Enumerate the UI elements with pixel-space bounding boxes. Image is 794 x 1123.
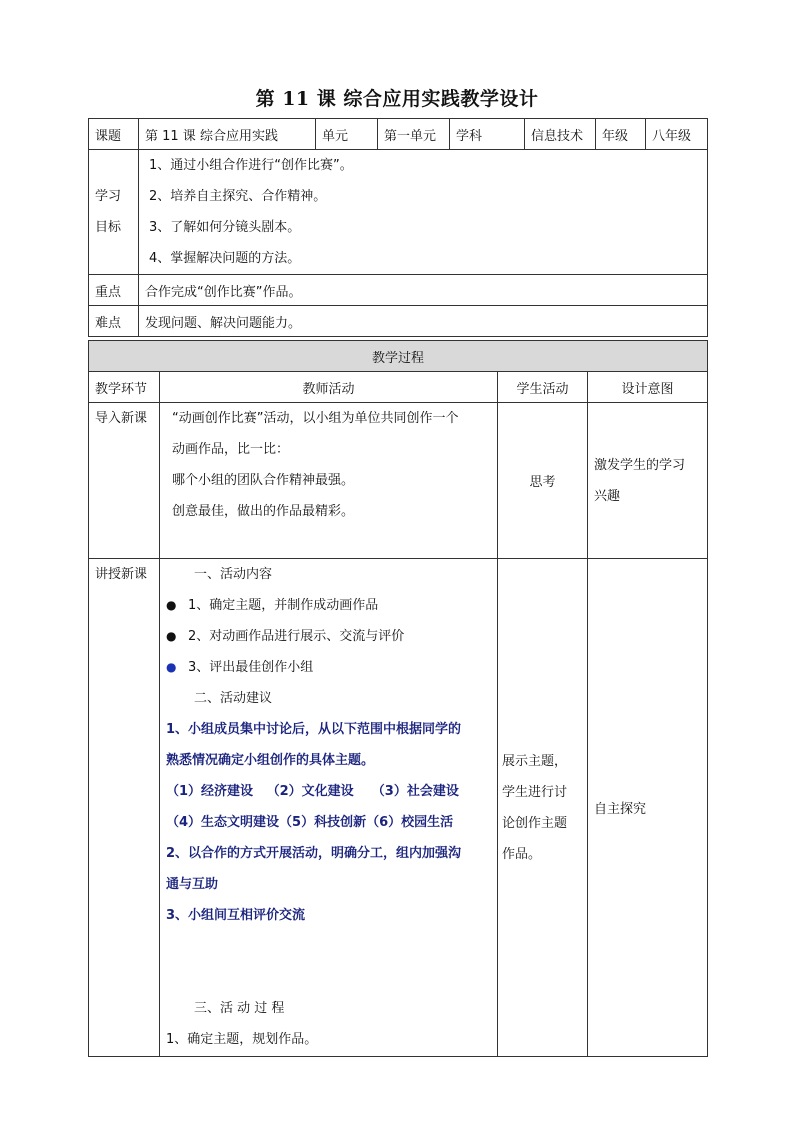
intro-intent xyxy=(588,403,708,559)
intro-intent-line: 激发学生的学习 xyxy=(594,457,686,473)
suggestion-line: 通与互助 xyxy=(166,877,219,892)
intro-teacher-line: 创意最佳，做出的作品最精彩。 xyxy=(172,504,355,519)
process-banner: 教学过程 xyxy=(89,341,708,372)
bullet-item xyxy=(166,621,497,652)
intro-stage xyxy=(89,403,160,559)
header-intent: 设计意图 xyxy=(588,372,708,403)
goal-item: 2、培养自主探究、合作精神。 xyxy=(149,189,327,204)
intro-intent-line: 兴趣 xyxy=(594,488,621,504)
info-row xyxy=(89,119,708,150)
lecture-stage-label: 讲授新课 xyxy=(95,567,148,582)
goal-item: 4、掌握解决问题的方法。 xyxy=(149,251,301,266)
goals-label xyxy=(89,150,139,275)
lecture-student-line: 作品。 xyxy=(502,846,542,862)
intro-teacher-line: 动画作品，比一比： xyxy=(172,442,290,457)
suggestion-line: （4）生态文明建设（5）科技创新（6）校园生活 xyxy=(166,815,454,830)
goal-item: 3、了解如何分镜头剧本。 xyxy=(149,220,301,235)
page-title: 第 11 课 综合应用实践教学设计 xyxy=(255,88,539,110)
subject-label: 学科 xyxy=(450,119,525,150)
difficulty-row xyxy=(89,306,708,337)
intro-stage-label: 导入新课 xyxy=(95,411,148,426)
bullet-dot-icon: ● xyxy=(166,598,177,612)
unit-label: 单元 xyxy=(316,119,378,150)
teaching-process-table xyxy=(88,340,708,1057)
intro-student: 思考 xyxy=(498,403,588,559)
step-line: 1、确定主题，规划作品。 xyxy=(166,1032,318,1047)
lesson-info-table xyxy=(88,118,708,337)
intro-row xyxy=(89,403,708,559)
header-teacher: 教师活动 xyxy=(160,372,498,403)
intro-teacher xyxy=(160,403,498,559)
section-heading: 三、活 动 过 程 xyxy=(194,1001,285,1016)
difficulty-label: 难点 xyxy=(89,306,139,337)
suggestion-line: 1、小组成员集中讨论后，从以下范围中根据同学的 xyxy=(166,722,462,737)
difficulty-text: 发现问题、解决问题能力。 xyxy=(139,306,708,337)
lecture-student-line: 论创作主题 xyxy=(502,815,568,831)
bullet-item xyxy=(166,652,497,683)
bullet-text: 3、评出最佳创作小组 xyxy=(188,660,314,675)
key-point-row xyxy=(89,275,708,306)
goals-label-line-2: 目标 xyxy=(95,220,122,235)
intro-teacher-line: “动画创作比赛”活动，以小组为单位共同创作一个 xyxy=(172,411,459,426)
suggestion-line: （1）经济建设 （2）文化建设 （3）社会建设 xyxy=(166,784,459,799)
lecture-student-line: 展示主题， xyxy=(502,753,568,769)
lecture-intent: 自主探究 xyxy=(588,559,708,1057)
section-heading: 一、活动内容 xyxy=(194,567,273,582)
process-header-row xyxy=(89,372,708,403)
subject-value: 信息技术 xyxy=(525,119,596,150)
bullet-text: 2、对动画作品进行展示、交流与评价 xyxy=(188,629,405,644)
suggestion-line: 熟悉情况确定小组创作的具体主题。 xyxy=(166,753,375,768)
bullet-dot-icon: ● xyxy=(166,629,177,643)
topic-value: 第 11 课 综合应用实践 xyxy=(139,119,316,150)
goal-item: 1、通过小组合作进行“创作比赛”。 xyxy=(149,158,353,173)
bullet-text: 1、确定主题，并制作成动画作品 xyxy=(188,598,379,613)
lecture-row xyxy=(89,559,708,1057)
header-stage: 教学环节 xyxy=(89,372,160,403)
lecture-student-line: 学生进行讨 xyxy=(502,784,568,800)
unit-value: 第一单元 xyxy=(378,119,450,150)
topic-label: 课题 xyxy=(89,119,139,150)
goals-content xyxy=(139,150,708,275)
lecture-student xyxy=(498,559,588,1057)
process-banner-row xyxy=(89,341,708,372)
key-point-label: 重点 xyxy=(89,275,139,306)
header-student: 学生活动 xyxy=(498,372,588,403)
lecture-teacher xyxy=(160,559,498,1057)
lecture-stage xyxy=(89,559,160,1057)
bullet-item xyxy=(166,590,497,621)
goals-row xyxy=(89,150,708,275)
grade-value: 八年级 xyxy=(646,119,708,150)
intro-teacher-line: 哪个小组的团队合作精神最强。 xyxy=(172,473,355,488)
suggestion-line: 2、以合作的方式开展活动，明确分工，组内加强沟 xyxy=(166,846,462,861)
bullet-dot-icon: ● xyxy=(166,660,177,674)
key-point-text: 合作完成“创作比赛”作品。 xyxy=(139,275,708,306)
section-heading: 二、活动建议 xyxy=(194,691,273,706)
suggestion-line: 3、小组间互相评价交流 xyxy=(166,908,306,923)
grade-label: 年级 xyxy=(596,119,646,150)
goals-label-line-1: 学习 xyxy=(95,189,122,204)
